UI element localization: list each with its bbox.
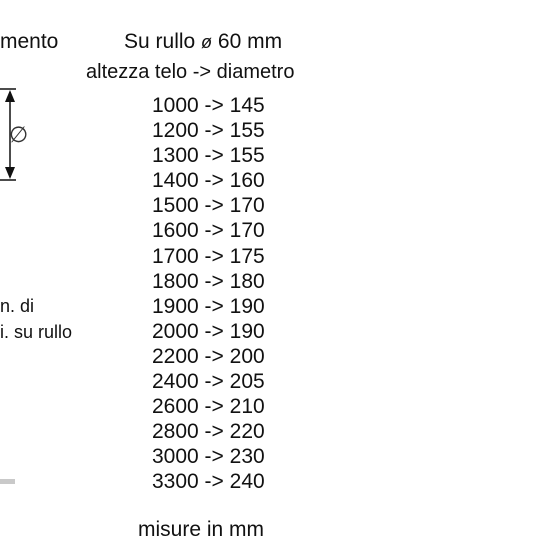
divider-bar bbox=[0, 479, 15, 484]
table-row: 1300 -> 155 bbox=[152, 144, 265, 168]
table-row: 2000 -> 190 bbox=[152, 319, 265, 343]
table-row: 2200 -> 200 bbox=[152, 344, 265, 368]
table-row: 1700 -> 175 bbox=[152, 244, 265, 268]
diameter-symbol-icon: ∅ bbox=[9, 123, 29, 148]
left-note-line: i. su rullo bbox=[0, 322, 73, 342]
table-row: 1600 -> 170 bbox=[152, 219, 265, 243]
table-row: 1000 -> 145 bbox=[152, 94, 265, 117]
table-row: 1200 -> 155 bbox=[152, 119, 265, 143]
dimension-arrow-icon bbox=[0, 84, 40, 184]
table-row: 1900 -> 190 bbox=[152, 294, 265, 318]
table-row: 2400 -> 205 bbox=[152, 370, 265, 394]
page-title bbox=[124, 31, 282, 52]
table-row: 1400 -> 160 bbox=[152, 169, 265, 193]
table-row: 1500 -> 170 bbox=[152, 194, 265, 218]
left-column-note bbox=[0, 293, 72, 345]
diameter-symbol: ø bbox=[201, 32, 213, 52]
table-subtitle: altezza telo -> diametro bbox=[86, 61, 295, 83]
left-column-heading: mento bbox=[0, 30, 59, 53]
units-note: misure in mm bbox=[138, 518, 265, 541]
title-prefix: Su rullo bbox=[124, 30, 196, 53]
table-row: 2600 -> 210 bbox=[152, 395, 265, 419]
title-suffix: 60 mm bbox=[217, 30, 283, 53]
left-note-line: n. di bbox=[0, 296, 35, 316]
height-diameter-table bbox=[152, 93, 265, 495]
table-row: 3300 -> 240 bbox=[152, 470, 265, 494]
table-row: 1800 -> 180 bbox=[152, 269, 265, 293]
table-row: 3000 -> 230 bbox=[152, 445, 265, 469]
roll-diameter-diagram bbox=[0, 84, 40, 189]
table-row: 2800 -> 220 bbox=[152, 420, 265, 444]
